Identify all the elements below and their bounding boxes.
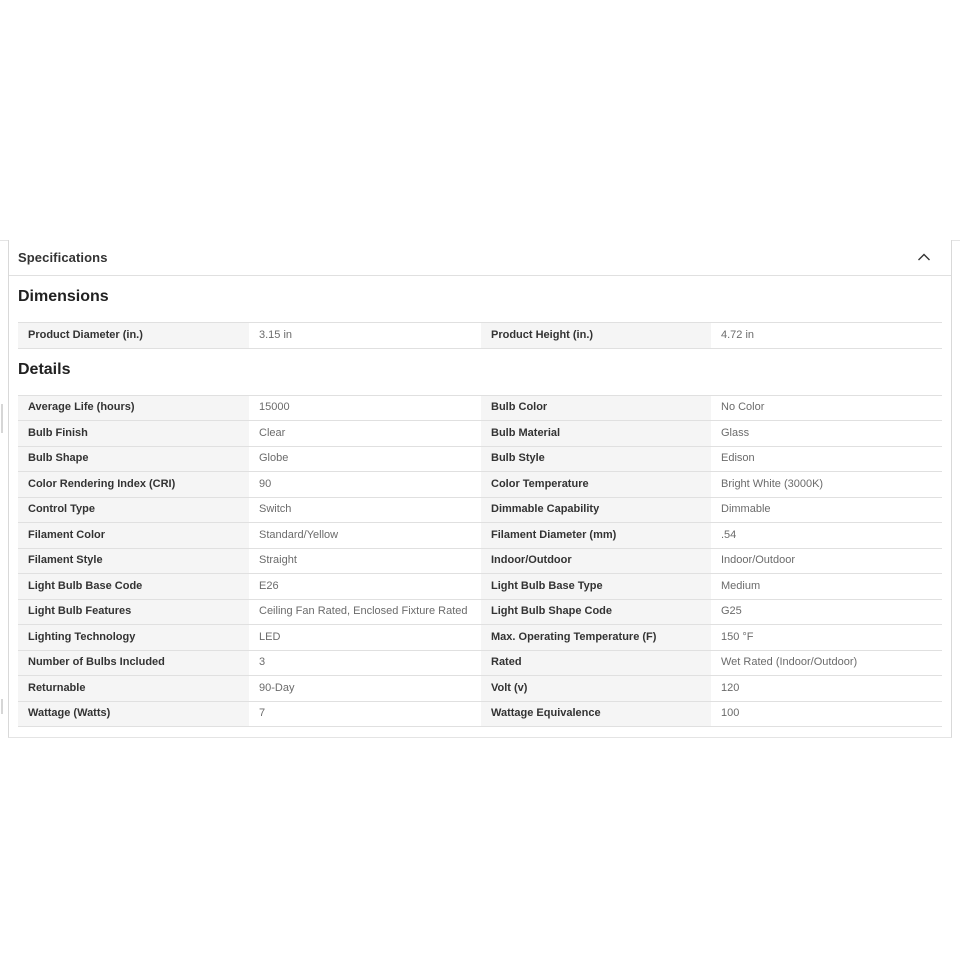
spec-value: 3.15 in bbox=[249, 323, 481, 348]
spec-value: Clear bbox=[249, 421, 481, 446]
specifications-content bbox=[9, 287, 951, 737]
spec-row bbox=[18, 549, 942, 575]
specifications-header[interactable] bbox=[9, 240, 951, 276]
spec-value: 100 bbox=[711, 702, 942, 727]
spec-label: Dimmable Capability bbox=[481, 498, 711, 523]
spec-label: Filament Color bbox=[18, 523, 249, 548]
spec-value: Medium bbox=[711, 574, 942, 599]
spec-label: Product Height (in.) bbox=[481, 323, 711, 348]
spec-label: Control Type bbox=[18, 498, 249, 523]
spec-value: 4.72 in bbox=[711, 323, 942, 348]
spec-value: 120 bbox=[711, 676, 942, 701]
spec-value: Globe bbox=[249, 447, 481, 472]
spec-row bbox=[18, 574, 942, 600]
spec-label: Filament Diameter (mm) bbox=[481, 523, 711, 548]
spec-value: 90 bbox=[249, 472, 481, 497]
spec-label: Light Bulb Base Type bbox=[481, 574, 711, 599]
spec-label: Returnable bbox=[18, 676, 249, 701]
spec-label: Max. Operating Temperature (F) bbox=[481, 625, 711, 650]
spec-value: Straight bbox=[249, 549, 481, 574]
section-heading-details: Details bbox=[18, 360, 71, 378]
spec-row bbox=[18, 625, 942, 651]
spec-label: Average Life (hours) bbox=[18, 396, 249, 421]
spec-value: 150 °F bbox=[711, 625, 942, 650]
spec-value: Wet Rated (Indoor/Outdoor) bbox=[711, 651, 942, 676]
spec-value: 3 bbox=[249, 651, 481, 676]
spec-label: Bulb Material bbox=[481, 421, 711, 446]
specifications-title: Specifications bbox=[18, 250, 108, 265]
spec-label: Indoor/Outdoor bbox=[481, 549, 711, 574]
spec-label: Bulb Style bbox=[481, 447, 711, 472]
spec-label: Lighting Technology bbox=[18, 625, 249, 650]
spec-value: Bright White (3000K) bbox=[711, 472, 942, 497]
scrollbar-fragment bbox=[1, 404, 3, 433]
spec-value: Edison bbox=[711, 447, 942, 472]
spec-row bbox=[18, 600, 942, 626]
spec-label: Color Temperature bbox=[481, 472, 711, 497]
spec-label: Light Bulb Shape Code bbox=[481, 600, 711, 625]
spec-label: Wattage Equivalence bbox=[481, 702, 711, 727]
spec-value: G25 bbox=[711, 600, 942, 625]
spec-value: 7 bbox=[249, 702, 481, 727]
section-heading-dimensions: Dimensions bbox=[18, 288, 109, 305]
spec-value: 15000 bbox=[249, 396, 481, 421]
spec-value: Switch bbox=[249, 498, 481, 523]
spec-label: Filament Style bbox=[18, 549, 249, 574]
spec-value: Standard/Yellow bbox=[249, 523, 481, 548]
spec-label: Wattage (Watts) bbox=[18, 702, 249, 727]
spec-row bbox=[18, 421, 942, 447]
spec-row bbox=[18, 498, 942, 524]
spec-value: E26 bbox=[249, 574, 481, 599]
spec-label: Bulb Color bbox=[481, 396, 711, 421]
spec-row bbox=[18, 447, 942, 473]
spec-value: No Color bbox=[711, 396, 942, 421]
spec-row bbox=[18, 702, 942, 728]
spec-value: 90-Day bbox=[249, 676, 481, 701]
scrollbar-fragment bbox=[1, 699, 3, 714]
spec-row bbox=[18, 523, 942, 549]
spec-table-dimensions bbox=[18, 322, 942, 349]
spec-value: .54 bbox=[711, 523, 942, 548]
spec-value: Ceiling Fan Rated, Enclosed Fixture Rated bbox=[249, 600, 481, 625]
spec-label: Light Bulb Features bbox=[18, 600, 249, 625]
spec-label: Product Diameter (in.) bbox=[18, 323, 249, 348]
spec-label: Light Bulb Base Code bbox=[18, 574, 249, 599]
spec-row bbox=[18, 323, 942, 349]
spec-value: Indoor/Outdoor bbox=[711, 549, 942, 574]
spec-row bbox=[18, 472, 942, 498]
spec-label: Bulb Shape bbox=[18, 447, 249, 472]
spec-value: LED bbox=[249, 625, 481, 650]
spec-row bbox=[18, 651, 942, 677]
spec-label: Bulb Finish bbox=[18, 421, 249, 446]
spec-table-details bbox=[18, 395, 942, 728]
spec-row bbox=[18, 396, 942, 422]
spec-row bbox=[18, 676, 942, 702]
spec-value: Dimmable bbox=[711, 498, 942, 523]
spec-label: Number of Bulbs Included bbox=[18, 651, 249, 676]
spec-label: Color Rendering Index (CRI) bbox=[18, 472, 249, 497]
specifications-accordion bbox=[8, 240, 952, 738]
spec-label: Rated bbox=[481, 651, 711, 676]
spec-label: Volt (v) bbox=[481, 676, 711, 701]
spec-value: Glass bbox=[711, 421, 942, 446]
chevron-up-icon[interactable] bbox=[917, 253, 931, 262]
